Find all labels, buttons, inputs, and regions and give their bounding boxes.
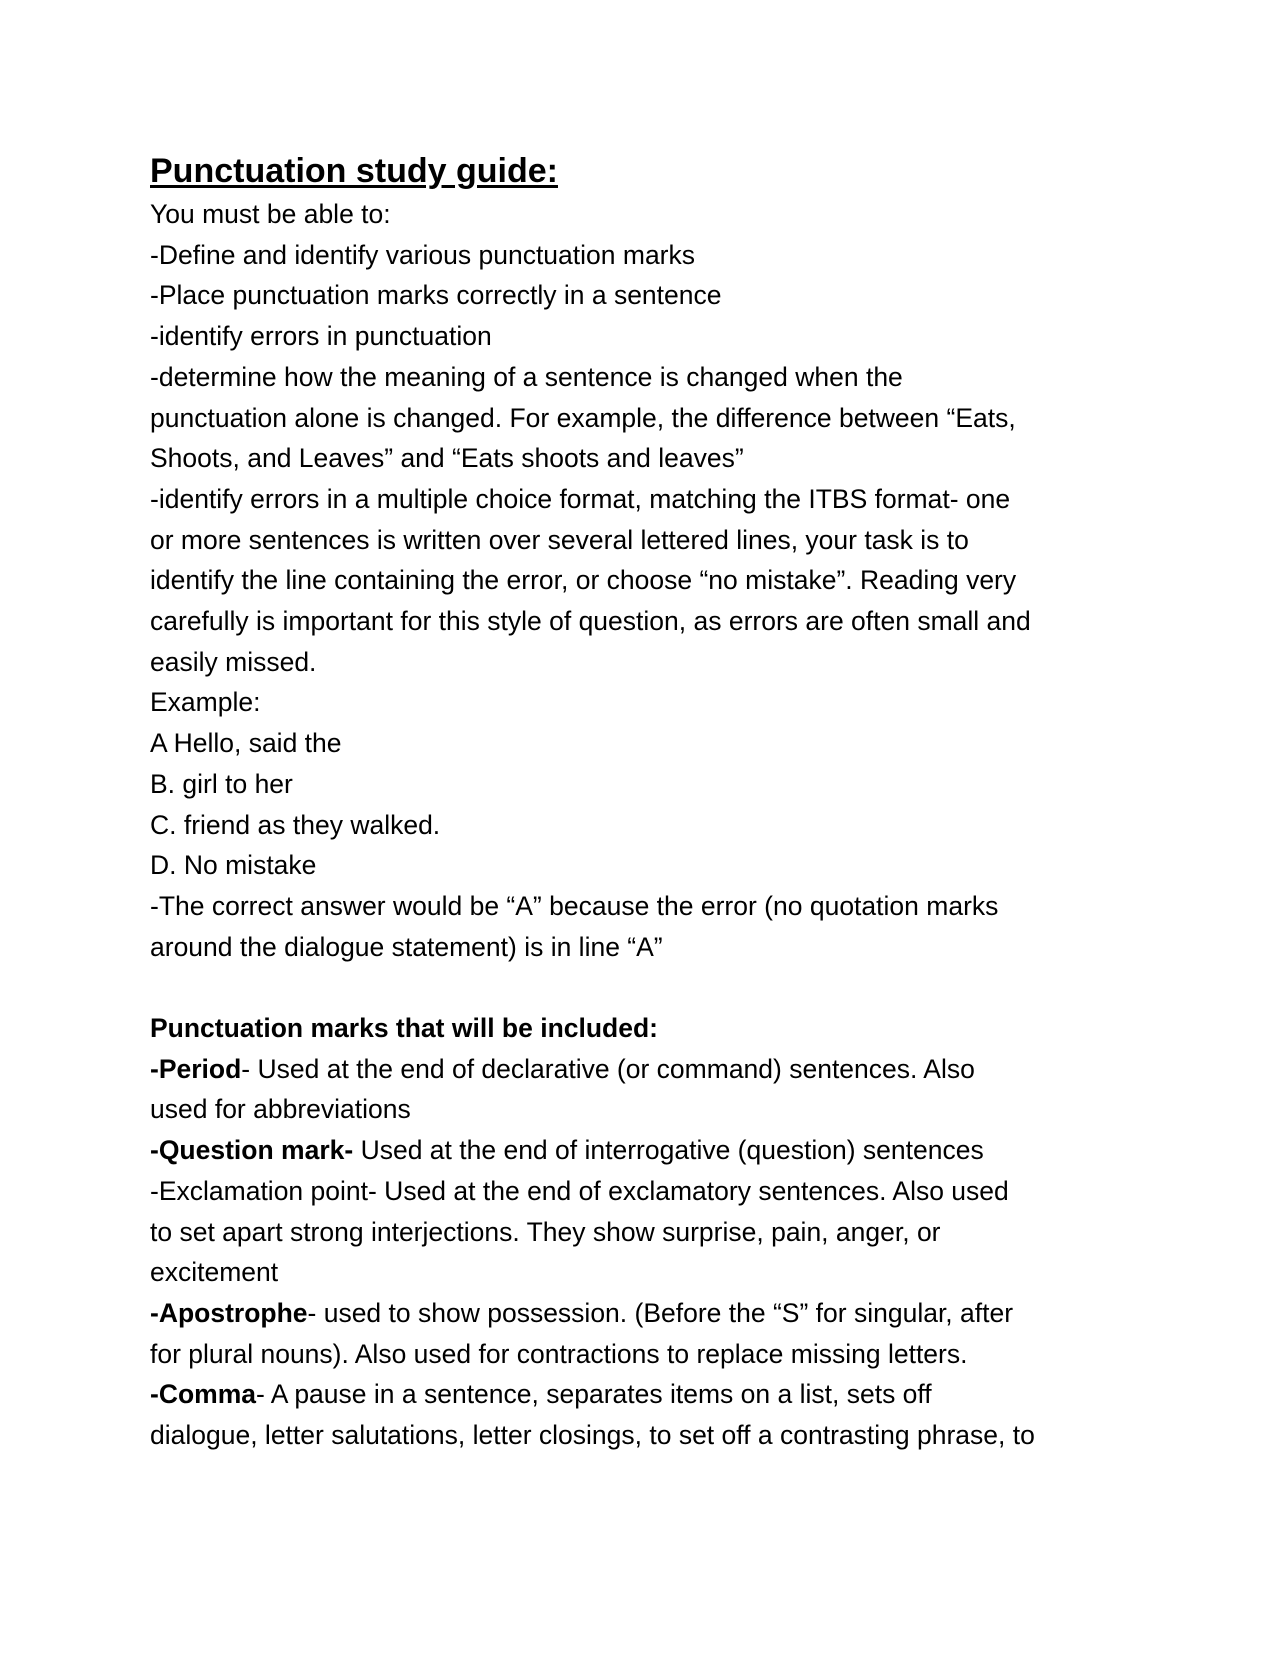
intro-line: -identify errors in a multiple choice format, matching the ITBS format- one: [150, 483, 1011, 514]
page-title: Punctuation study guide:: [150, 152, 558, 190]
exclamation-definition-cont: to set apart strong interjections. They show surprise, pain, anger, or: [150, 1216, 941, 1247]
question-mark-entry: [150, 1130, 1150, 1171]
intro-line: -determine how the meaning of a sentence is changed when the: [150, 361, 903, 392]
exclamation-definition-cont: excitement: [150, 1257, 279, 1288]
intro-line: You must be able to:: [150, 199, 391, 229]
apostrophe-definition: - used to show possession. (Before the “S” for singular, after: [307, 1297, 1014, 1328]
intro-line: or more sentences is written over several lettered lines, your task is to: [150, 524, 969, 555]
intro-line: Shoots, and Leaves” and “Eats shoots and leaves”: [150, 443, 744, 474]
period-definition: - Used at the end of declarative (or command) sentences. Also: [241, 1053, 975, 1084]
example-option-d: D. No mistake: [150, 850, 317, 881]
intro-line: identify the line containing the error, or choose “no mistake”. Reading very: [150, 565, 1017, 596]
example-option-a: A Hello, said the: [150, 728, 342, 759]
apostrophe-term: -Apostrophe: [150, 1297, 308, 1328]
comma-term: -Comma: [150, 1379, 257, 1410]
period-term: -Period: [150, 1053, 242, 1084]
apostrophe-definition-cont: for plural nouns). Also used for contractions to replace missing letters.: [150, 1338, 968, 1369]
blank-line: [150, 967, 1150, 1008]
intro-line: -Define and identify various punctuation marks: [150, 239, 696, 270]
example-answer-line: -The correct answer would be “A” because the error (no quotation marks: [150, 890, 999, 921]
marks-heading: Punctuation marks that will be included:: [150, 1013, 658, 1044]
example-option-b: B. girl to her: [150, 768, 293, 799]
intro-line: easily missed.: [150, 646, 317, 677]
comma-definition: - A pause in a sentence, separates items on a list, sets off: [256, 1379, 932, 1410]
intro-line: carefully is important for this style of question, as errors are often small and: [150, 606, 1031, 637]
period-entry: [150, 1049, 1150, 1090]
intro-line: -identify errors in punctuation: [150, 321, 492, 352]
example-answer-line: around the dialogue statement) is in line “A”: [150, 931, 663, 962]
exclamation-entry: -Exclamation point- Used at the end of exclamatory sentences. Also used: [150, 1175, 1009, 1206]
document-page: [150, 150, 1150, 1456]
period-definition-cont: used for abbreviations: [150, 1094, 411, 1125]
intro-line: -Place punctuation marks correctly in a sentence: [150, 280, 722, 311]
apostrophe-entry: [150, 1293, 1150, 1334]
question-mark-definition: Used at the end of interrogative (question) sentences: [353, 1135, 984, 1166]
question-mark-term: -Question mark-: [150, 1135, 354, 1166]
comma-entry: [150, 1374, 1150, 1415]
intro-line: punctuation alone is changed. For example, the difference between “Eats,: [150, 402, 1016, 433]
comma-definition-cont: dialogue, letter salutations, letter closings, to set off a contrasting phrase, to: [150, 1420, 1035, 1451]
example-option-c: C. friend as they walked.: [150, 809, 441, 840]
example-label: Example:: [150, 687, 261, 718]
